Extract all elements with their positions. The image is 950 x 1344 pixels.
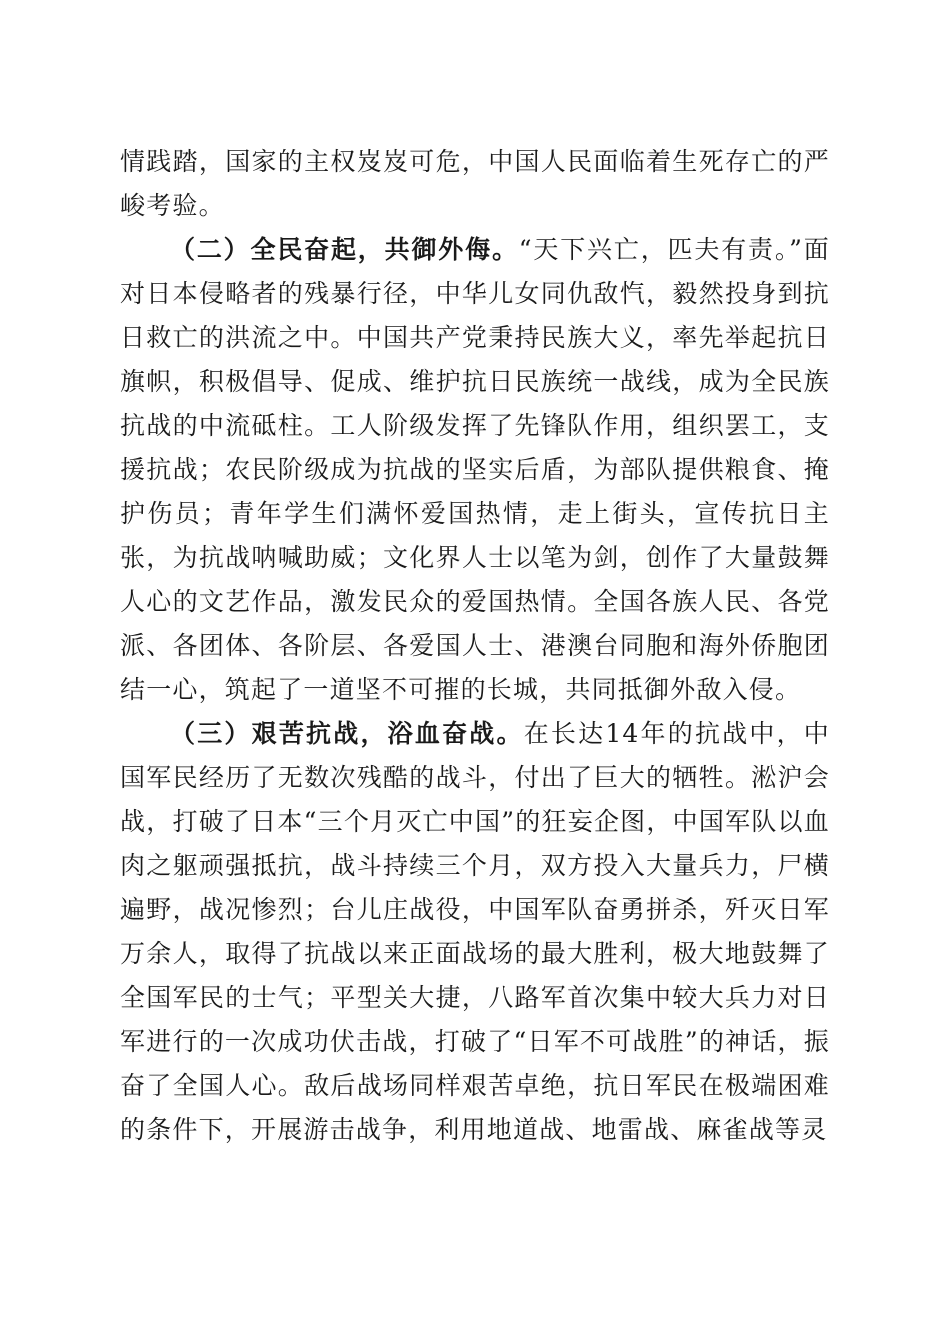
section-2-heading: （二）全民奋起，共御外侮。	[170, 235, 519, 264]
paragraph-1-body: 情践踏，国家的主权岌岌可危，中国人民面临着生死存亡的严峻考验。	[120, 147, 830, 220]
document-body	[120, 140, 830, 1152]
paragraph-section-2	[120, 228, 830, 712]
paragraph-continuation	[120, 140, 830, 228]
section-2-body: “天下兴亡，匹夫有责。”面对日本侵略者的残暴行径，中华儿女同仇敌忾，毅然投身到抗日救亡的洪流之中。中国共产党秉持民族大义，率先举起抗日旗帜，积极倡导、促成、维护抗日民族统一战线，成为全民族抗战的中流砥柱。工人阶级发挥了先锋队作用，组织罢工，支援抗战；农民阶级成为抗战的坚实后盾，为部队提供粮食、掩护伤员；青年学生们满怀爱国热情，走上街头，宣传抗日主张，为抗战呐喊助威；文化界人士以笔为剑，创作了大量鼓舞人心的文艺作品，激发民众的爱国热情。全国各族人民、各党派、各团体、各阶层、各爱国人士、港澳台同胞和海外侨胞团结一心，筑起了一道坚不可摧的长城，共同抵御外敌入侵。	[120, 235, 830, 704]
section-3-body: 在长达14年的抗战中，中国军民经历了无数次残酷的战斗，付出了巨大的牺牲。淞沪会战，打破了日本“三个月灭亡中国”的狂妄企图，中国军队以血肉之躯顽强抵抗，战斗持续三个月，双方投入大量兵力，尸横遍野，战况惨烈；台儿庄战役，中国军队奋勇拼杀，歼灭日军万余人，取得了抗战以来正面战场的最大胜利，极大地鼓舞了全国军民的士气；平型关大捷，八路军首次集中较大兵力对日军进行的一次成功伏击战，打破了“日军不可战胜”的神话，振奋了全国人心。敌后战场同样艰苦卓绝，抗日军民在极端困难的条件下，开展游击战争，利用地道战、地雷战、麻雀战等灵	[120, 719, 830, 1144]
section-3-heading: （三）艰苦抗战，浴血奋战。	[170, 719, 524, 748]
paragraph-section-3	[120, 712, 830, 1152]
